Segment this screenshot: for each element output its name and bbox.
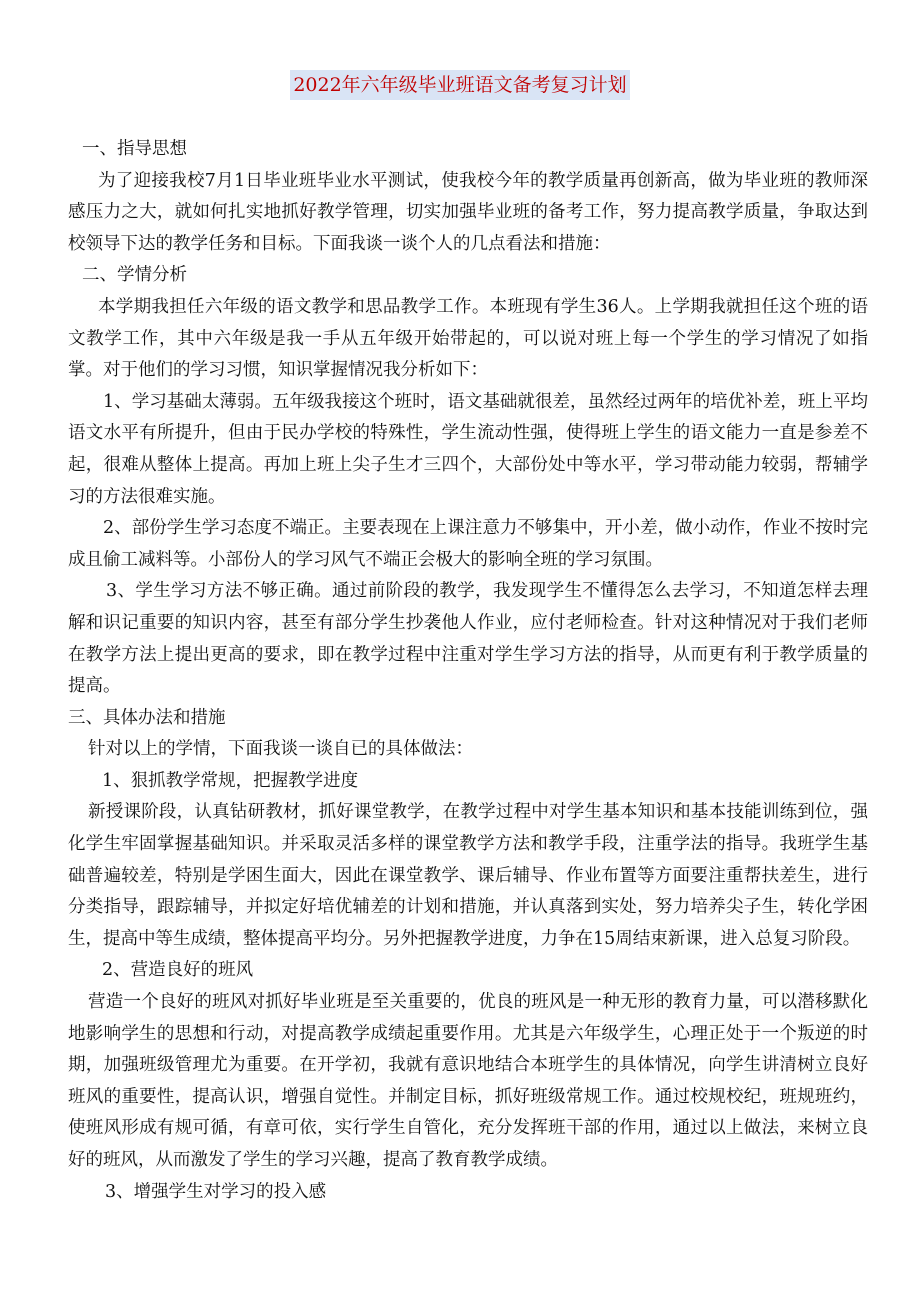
paragraph-measures-intro: 针对以上的学情，下面我谈一谈自已的具体做法： — [88, 739, 473, 760]
document-body — [68, 134, 868, 1208]
subheading-class-atmosphere: 2、营造良好的班风 — [102, 960, 254, 981]
section-heading-measures: 三、具体办法和措施 — [68, 707, 226, 728]
subheading-learning-engagement: 3、增强学生对学习的投入感 — [105, 1181, 327, 1202]
title-block — [0, 70, 920, 100]
paragraph-teaching-routine: 新授课阶段，认真钻研教材，抓好课堂教学，在教学过程中对学生基本知识和基本技能训练到位，强化学生牢固掌握基础知识。并采取灵活多样的课堂教学方法和教学手段，注重学法的指导。我班学生基础普遍较差，特别是学困生面大，因此在课堂教学、课后辅导、作业布置等方面要注重帮扶差生，进行分类指导，跟踪辅导，并拟定好培优辅差的计划和措施，并认真落到实处，努力培养尖子生，转化学困生，提高中等生成绩，整体提高平均分。另外把握教学进度，力争在15周结束新课，进入总复习阶段。 — [68, 802, 868, 949]
paragraph-class-atmosphere: 营造一个良好的班风对抓好毕业班是至关重要的，优良的班风是一种无形的教育力量，可以潜移默化地影响学生的思想和行动，对提高教学成绩起重要作用。尤其是六年级学生，心理正处于一个叛逆的时期，加强班级管理尤为重要。在开学初，我就有意识地结合本班学生的具体情况，向学生讲清树立良好班风的重要性，提高认识，增强自觉性。并制定目标，抓好班级常规工作。通过校规校纪，班规班约，使班风形成有规可循，有章可依，实行学生自管化，充分发挥班干部的作用，通过以上做法，来树立良好的班风，从而激发了学生的学习兴趣，提高了教育教学成绩。 — [68, 992, 868, 1170]
section-heading-student-analysis: 二、学情分析 — [82, 265, 187, 286]
section-heading-guiding-thought: 一、指导思想 — [82, 139, 187, 159]
paragraph-student-analysis: 本学期我担任六年级的语文教学和思品教学工作。本班现有学生36人。上学期我就担任这个班的语文教学工作，其中六年级是我一手从五年级开始带起的，可以说对班上每一个学生的学习情况了如指掌。对于他们的学习习惯，知识掌握情况我分析如下： — [68, 296, 868, 381]
paragraph-analysis-point-1: 1、学习基础太薄弱。五年级我接这个班时，语文基础就很差，虽然经过两年的培优补差，班上平均语文水平有所提升，但由于民办学校的特殊性，学生流动性强，使得班上学生的语文能力一直是参差不起，很难从整体上提高。再加上班上尖子生才三四个，大部份处中等水平，学习带动能力较弱，帮辅学习的方法很难实施。 — [68, 391, 868, 507]
paragraph-guiding-thought: 为了迎接我校7月1日毕业班毕业水平测试，使我校今年的教学质量再创新高，做为毕业班的教师深感压力之大，就如何扎实地抓好教学管理，切实加强毕业班的备考工作，努力提高教学质量，争取达到校领导下达的教学任务和目标。下面我谈一谈个人的几点看法和措施： — [68, 170, 868, 254]
subheading-teaching-routine: 1、狠抓教学常规，把握教学进度 — [102, 770, 359, 791]
paragraph-analysis-point-3: 3、学生学习方法不够正确。通过前阶段的教学，我发现学生不懂得怎么去学习，不知道怎样去理解和识记重要的知识内容，甚至有部分学生抄袭他人作业，应付老师检查。针对这种情况对于我们老师在教学方法上提出更高的要求，即在教学过程中注重对学生学习方法的指导，从而更有利于教学质量的提高。 — [68, 581, 868, 697]
paragraph-analysis-point-2: 2、部份学生学习态度不端正。主要表现在上课注意力不够集中，开小差，做小动作，作业不按时完成且偷工减料等。小部份人的学习风气不端正会极大的影响全班的学习氛围。 — [68, 518, 868, 570]
document-title: 2022年六年级毕业班语文备考复习计划 — [290, 70, 629, 100]
